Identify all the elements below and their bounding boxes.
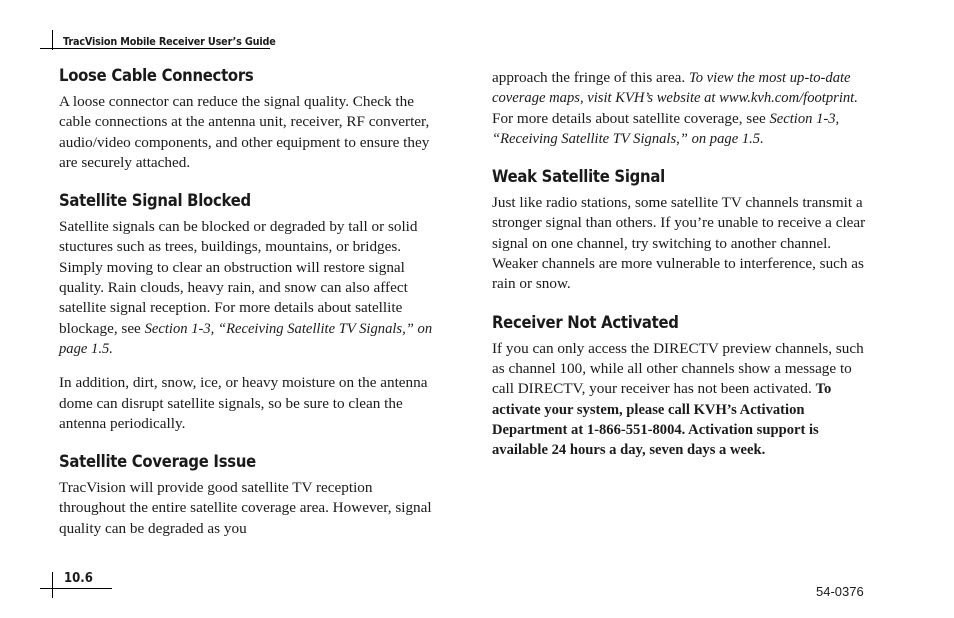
- section-satellite-signal-blocked: [59, 191, 435, 434]
- activation-instructions: To activate your system, please call KVH’s Activation Department at 1-866-551-8004. Activation support is available 24 hours a day, seven days a week.: [492, 381, 832, 459]
- section-loose-cable-connectors: [59, 66, 435, 173]
- running-header: TracVision Mobile Receiver User’s Guide: [63, 35, 276, 48]
- paragraph: [59, 217, 435, 359]
- footer-rule-horizontal: [40, 588, 112, 589]
- footer-rule-vertical: [52, 572, 53, 598]
- section-heading: Loose Cable Connectors: [59, 66, 254, 85]
- section-heading: Satellite Coverage Issue: [59, 452, 256, 472]
- paragraph: Just like radio stations, some satellite TV channels transmit a stronger signal than others. If you’re unable to receive a clear signal on one channel, try switching to another channel. Weaker channels are more vulnerable to interference, such as rain or snow.: [492, 194, 866, 293]
- paragraph: In addition, dirt, snow, ice, or heavy moisture on the antenna dome can disrupt satellite signals, so be sure to clean the antenna periodically.: [59, 374, 428, 432]
- right-column: [492, 68, 872, 474]
- document-number: 54-0376: [816, 584, 864, 599]
- section-reference: Section 1-3, “Receiving Satellite TV Signals,” on page 1.5.: [59, 320, 433, 357]
- website-reference: To view the most up-to-date coverage maps, visit KVH’s website at www.kvh.com/footprint.: [492, 70, 858, 107]
- paragraph-text: Satellite signals can be blocked or degraded by tall or solid stuctures such as trees, buildings, mountains, or bridges. Simply moving to clear an obstruction will restore signal quality. Rain clouds, heavy rain, and snow can also affect satellite signal reception. For more details about satellite blockage, see: [59, 218, 418, 337]
- section-heading: Receiver Not Activated: [492, 312, 679, 332]
- paragraph-text: For more details about satellite coverage, see: [492, 109, 770, 127]
- section-satellite-coverage-issue: [59, 452, 435, 539]
- header-rule-vertical: [52, 30, 53, 50]
- paragraph: [492, 339, 872, 461]
- left-column: [59, 66, 435, 553]
- page-number: 10.6: [64, 571, 93, 586]
- section-receiver-not-activated: [492, 313, 872, 461]
- paragraph-continued: [492, 68, 872, 149]
- section-heading: Satellite Signal Blocked: [59, 191, 251, 211]
- paragraph: A loose connector can reduce the signal quality. Check the cable connections at the antenna unit, receiver, RF converter, audio/video components, and other equipment to ensure they are securely attached.: [59, 93, 430, 171]
- section-reference: Section 1-3, “Receiving Satellite TV Signals,” on page 1.5.: [492, 110, 840, 147]
- paragraph: TracVision will provide good satellite TV reception throughout the entire satellite coverage area. However, signal quality can be degraded as you: [59, 479, 432, 537]
- section-weak-satellite-signal: [492, 167, 872, 294]
- section-heading: Weak Satellite Signal: [492, 167, 665, 187]
- paragraph-text: If you can only access the DIRECTV preview channels, such as channel 100, while all other channels show a message to call DIRECTV, your receiver has not been activated.: [492, 339, 864, 398]
- paragraph-text: approach the fringe of this area.: [492, 69, 689, 86]
- header-rule-horizontal: [40, 48, 270, 49]
